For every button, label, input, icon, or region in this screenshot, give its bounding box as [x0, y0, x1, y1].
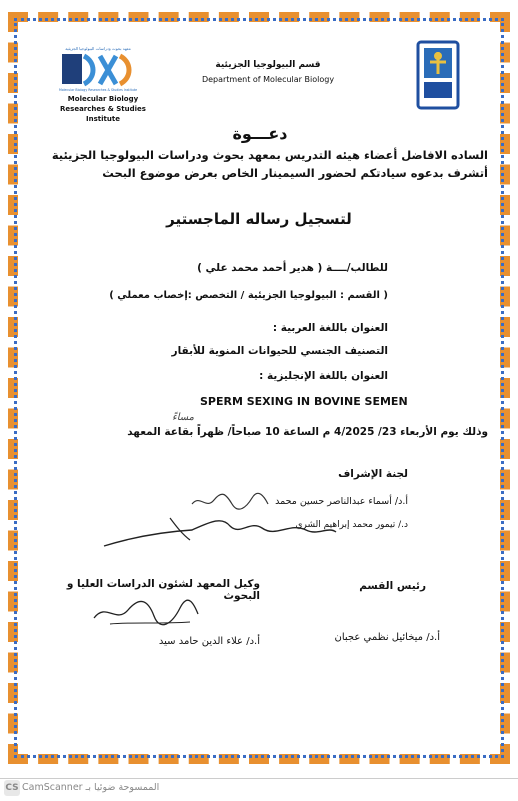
vice-dean-name: أ.د/ علاء الدين حامد سيد [158, 636, 260, 647]
svg-text:معهد بحوث ودراسات البيولوجيا ا: معهد بحوث ودراسات البيولوجيا الجزيئية [65, 46, 131, 51]
english-title: SPERM SEXING IN BOVINE SEMEN [200, 395, 408, 408]
vice-dean-label: وكيل المعهد لشئون الدراسات العليا و البحوث [66, 578, 260, 602]
department-name-en: Department of Molecular Biology [201, 75, 335, 84]
seminar-datetime: وذلك يوم الأربعاء 23/ 4/2025 م الساعة 10 صباحاً/ ظهراً بقاعة المعهد [127, 426, 488, 438]
arabic-title: التصنيف الجنسي للحيوانات المنوية للأبقار [171, 345, 388, 357]
signature-3-icon [90, 594, 200, 630]
student-name: للطالب/ــــة ( هدير أحمد محمد علي ) [197, 262, 388, 274]
thesis-heading: لتسجيل رساله الماجستير [166, 210, 352, 228]
svg-text:Molecular Biology Researches &: Molecular Biology Researches & Studies Institute [58, 88, 138, 92]
university-seal-icon [416, 40, 460, 110]
supervisor-2: د./ تيمور محمد إبراهيم الشري [295, 520, 408, 530]
department-specialty: ( القسم : البيولوجيا الجزيئية / التخصص :إخصاب معملي ) [109, 290, 388, 301]
invitation-title: دعـــوة [232, 124, 288, 143]
invitation-line-2: أتشرف بدعوه سيادتكم لحضور السيمينار الخاص بعرض موضوع البحث [102, 166, 488, 180]
invitation-line-1: الساده الافاضل أعضاء هيئه التدريس بمعهد بحوث ودراسات البيولوجيا الجزيئية [51, 148, 488, 162]
supervisor-1: أ.د/ أسماء عبدالناصر حسين محمد [275, 496, 408, 507]
head-of-department-name: أ.د/ ميخائيل نظمي عجبان [334, 632, 440, 643]
scanner-watermark-text: الممسوحة ضوئيا بـ CamScanner [22, 782, 160, 793]
signature-1-icon [190, 490, 270, 512]
camscanner-logo-icon: CS [4, 780, 20, 796]
arabic-title-label: العنوان باللغة العربية : [272, 322, 388, 334]
handwritten-note: مساءً [172, 412, 195, 423]
institute-name-en: Molecular Biology Researches & Studies Institute [60, 95, 146, 123]
committee-label: لجنة الإشراف [338, 468, 408, 480]
english-title-label: العنوان باللغة الإنجليزية : [259, 370, 388, 382]
head-of-department-label: رئيس القسم [359, 580, 426, 592]
signature-2-icon [100, 512, 340, 552]
department-name-ar: قسم البيولوجيا الجزيئية [215, 60, 321, 70]
